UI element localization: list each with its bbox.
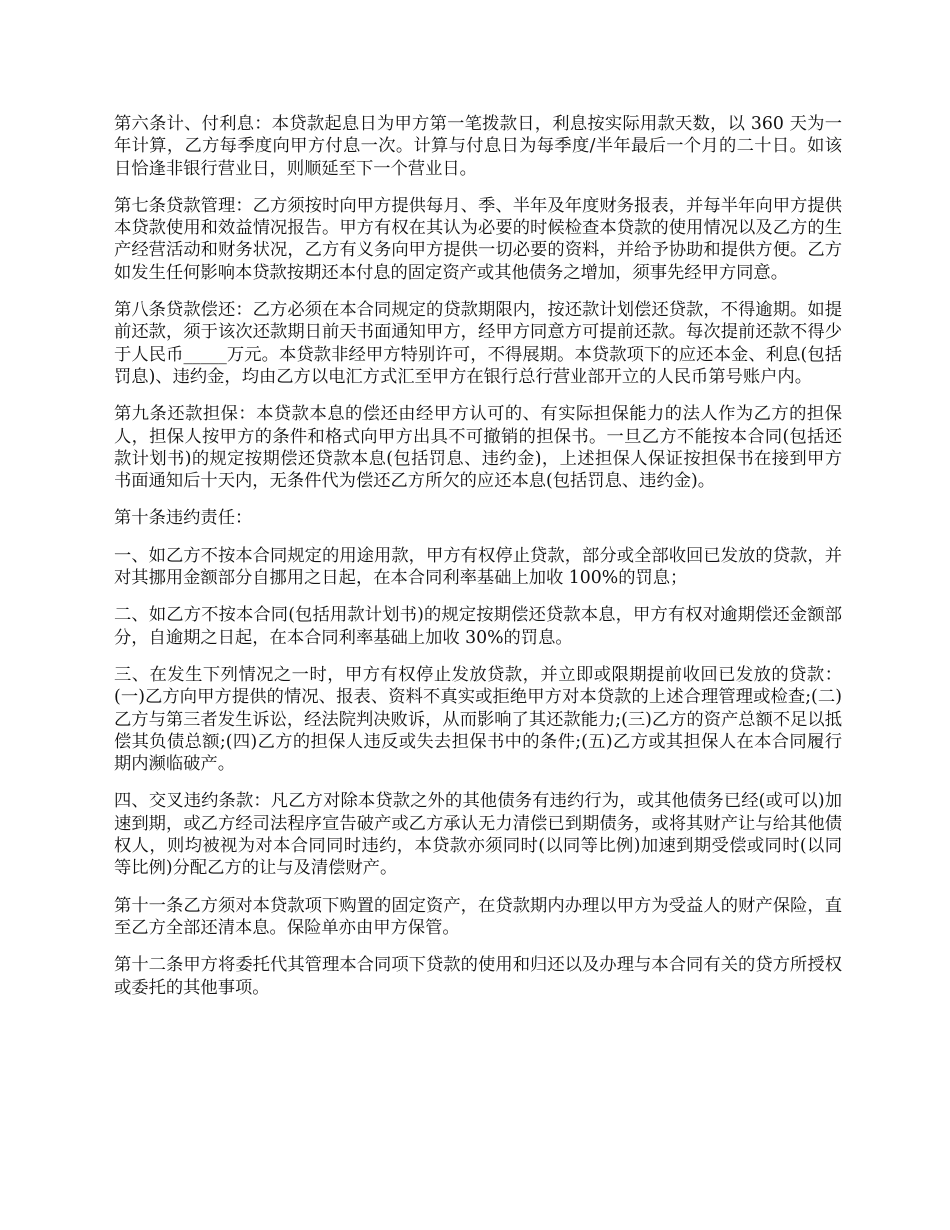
article-10-heading: 第十条违约责任： [114, 508, 253, 529]
article-10-clause-2: 二、如乙方不按本合同(包括用款计划书)的规定按期偿还贷款本息，甲方有权对逾期偿还金额部分，自逾期之日起，在本合同利率基础上加收 30%的罚息。 [114, 605, 842, 648]
article-7-loan-management: 第七条贷款管理：乙方须按时向甲方提供每月、季、半年及年度财务报表，并每半年向甲方提供本贷款使用和效益情况报告。甲方有权在其认为必要的时候检查本贷款的使用情况以及乙方的生产经营活动和财务状况，乙方有义务向甲方提供一切必要的资料，并给予协助和提供方便。乙方如发生任何影响本贷款按期还本付息的固定资产或其他债务之增加，须事先经甲方同意。 [114, 195, 842, 283]
article-10-clause-1: 一、如乙方不按本合同规定的用途用款，甲方有权停止贷款，部分或全部收回已发放的贷款，并对其挪用金额部分自挪用之日起，在本合同利率基础上加收 100%的罚息； [114, 545, 842, 589]
article-12-delegation: 第十二条甲方将委托代其管理本合同项下贷款的使用和归还以及办理与本合同有关的贷方所授权或委托的其他事项。 [114, 955, 842, 998]
article-10-clause-3: 三、在发生下列情况之一时，甲方有权停止发放贷款，并立即或限期提前收回已发放的贷款：(一)乙方向甲方提供的情况、报表、资料不真实或拒绝甲方对本贷款的上述合理管理或检查;(二)乙方与第三者发生诉讼，经法院判决败诉，从而影响了其还款能力;(三)乙方的资产总额不足以抵偿其负债总额;(四)乙方的担保人违反或失去担保书中的条件;(五)乙方或其担保人在本合同履行期内濒临破产。 [114, 664, 842, 775]
article-10-clause-4: 四、交叉违约条款：凡乙方对除本贷款之外的其他债务有违约行为，或其他债务已经(或可以)加速到期，或乙方经司法程序宣告破产或乙方承认无力清偿已到期债务，或将其财产让与给其他债权人，则均被视为对本合同同时违约，本贷款亦须同时(以同等比例)加速到期受偿或同时(以同等比例)分配乙方的让与及清偿财产。 [114, 791, 842, 879]
article-11-insurance: 第十一条乙方须对本贷款项下购置的固定资产，在贷款期内办理以甲方为受益人的财产保险，直至乙方全部还清本息。保险单亦由甲方保管。 [114, 895, 842, 938]
article-8-repayment: 第八条贷款偿还：乙方必须在本合同规定的贷款期限内，按还款计划偿还贷款，不得逾期。如提前还款，须于该次还款期日前天书面通知甲方，经甲方同意方可提前还款。每次提前还款不得少于人民币_____万元。本贷款非经甲方特别许可，不得展期。本贷款项下的应还本金、利息(包括罚息)、违约金，均由乙方以电汇方式汇至甲方在银行总行营业部开立的人民币第号账户内。 [114, 300, 842, 387]
article-6-interest: 第六条计、付利息：本贷款起息日为甲方第一笔拨款日，利息按实际用款天数，以 360 天为一年计算，乙方每季度向甲方付息一次。计算与付息日为每季度/半年最后一个月的二十日。如该日恰逢非银行营业日，则顺延至下一个营业日。 [114, 114, 842, 179]
article-9-guarantee: 第九条还款担保：本贷款本息的偿还由经甲方认可的、有实际担保能力的法人作为乙方的担保人，担保人按甲方的条件和格式向甲方出具不可撤销的担保书。一旦乙方不能按本合同(包括还款计划书)的规定按期偿还贷款本息(包括罚息、违约金)，上述担保人保证按担保书在接到甲方书面通知后十天内，无条件代为偿还乙方所欠的应还本息(包括罚息、违约金)。 [114, 404, 842, 492]
document-page [114, 113, 842, 1014]
